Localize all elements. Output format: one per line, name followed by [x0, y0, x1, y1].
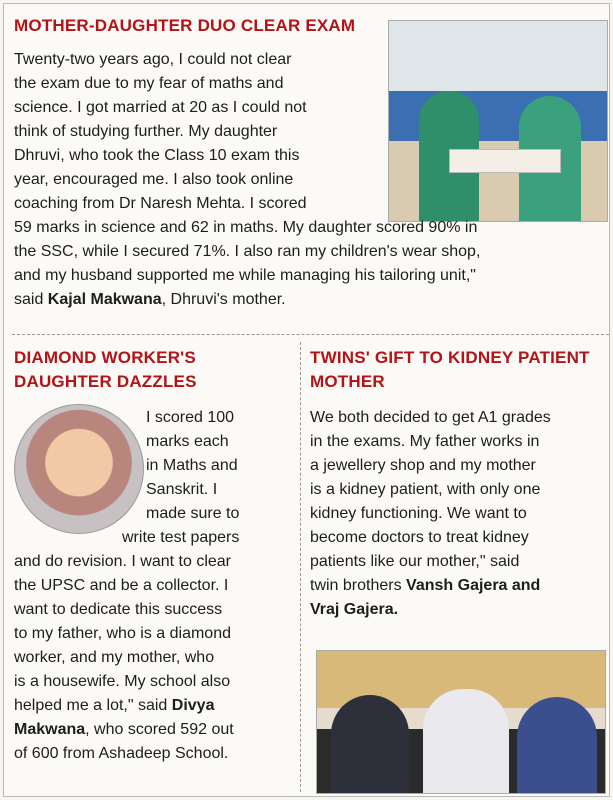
section-heading: TWINS' GIFT TO KIDNEY PATIENT MOTHER: [310, 348, 590, 391]
photo-figure-twin-left: [331, 695, 409, 793]
person-name: Vansh Gajera and: [406, 577, 541, 594]
person-name: Divya: [171, 697, 215, 714]
person-name: Makwana: [14, 721, 86, 738]
photo-figure-father: [423, 689, 509, 793]
text-line: I scored 100: [146, 409, 235, 426]
text-line: of 600 from Ashadeep School.: [14, 745, 229, 762]
text-line: in Maths and: [146, 457, 238, 474]
story-paragraph: [146, 406, 294, 526]
text-line: Twenty-two years ago, I could not clear: [14, 51, 292, 68]
story-paragraph-cont: [14, 550, 296, 766]
section-heading: DIAMOND WORKER'S DAUGHTER DAZZLES: [14, 348, 197, 391]
text-line: and do revision. I want to clear: [14, 553, 232, 570]
text-line: is a housewife. My school also: [14, 673, 231, 690]
text-line: a jewellery shop and my mother: [310, 457, 536, 474]
story-paragraph-cont: [14, 216, 604, 312]
photo-mother-daughter-studying: [388, 20, 608, 222]
section-divider-vertical: [300, 342, 301, 792]
text-line: the UPSC and be a collector. I: [14, 577, 229, 594]
photo-figure-twin-right: [517, 697, 597, 793]
text-line: think of studying further. My daughter: [14, 123, 278, 140]
attribution-line: Makwana, who scored 592 out: [14, 721, 234, 738]
text-line: made sure to: [146, 505, 240, 522]
text-line: the exam due to my fear of maths and: [14, 75, 284, 92]
story-paragraph: [310, 406, 606, 622]
text-line: science. I got married at 20 as I could not: [14, 99, 307, 116]
photo-twins-with-father: [316, 650, 606, 794]
text-line: to my father, who is a diamond: [14, 625, 231, 642]
text-line: want to dedicate this success: [14, 601, 223, 618]
attribution-line: helped me a lot," said Divya: [14, 697, 215, 714]
photo-open-book: [449, 149, 561, 173]
section-diamond-worker-daughter: [12, 342, 296, 792]
section-mother-daughter: [12, 10, 607, 328]
section-twins-gift: [308, 342, 608, 792]
text-line: coaching from Dr Naresh Mehta. I scored: [14, 195, 307, 212]
person-name: Vraj Gajera.: [310, 601, 399, 618]
section-heading: MOTHER-DAUGHTER DUO CLEAR EXAM: [14, 16, 356, 35]
text-line: We both decided to get A1 grades: [310, 409, 551, 426]
story-paragraph: [14, 48, 374, 216]
attribution-line: [310, 598, 606, 622]
text-line: become doctors to treat kidney: [310, 529, 529, 546]
portrait-photo-divya: [14, 404, 144, 534]
text-line: and my husband supported me while managing his tailoring unit,": [14, 267, 476, 284]
text-line: the SSC, while I secured 71%. I also ran my children's wear shop,: [14, 243, 481, 260]
article-frame: [3, 3, 610, 797]
text-line: 59 marks in science and 62 in maths. My daughter scored 90% in: [14, 219, 478, 236]
text-line: marks each: [146, 433, 229, 450]
text-line: worker, and my mother, who: [14, 649, 215, 666]
attribution-line: said Kajal Makwana, Dhruvi's mother.: [14, 291, 286, 308]
text-line: kidney functioning. We want to: [310, 505, 527, 522]
text-line: write test papers: [122, 529, 240, 546]
text-line: year, encouraged me. I also took online: [14, 171, 294, 188]
attribution-line: twin brothers Vansh Gajera and: [310, 577, 541, 594]
person-name: Kajal Makwana: [47, 291, 162, 308]
text-line: in the exams. My father works in: [310, 433, 540, 450]
text-line: is a kidney patient, with only one: [310, 481, 541, 498]
section-divider-horizontal: [12, 334, 609, 335]
text-line: Sanskrit. I: [146, 481, 218, 498]
text-line: Dhruvi, who took the Class 10 exam this: [14, 147, 300, 164]
text-line: patients like our mother," said: [310, 553, 520, 570]
